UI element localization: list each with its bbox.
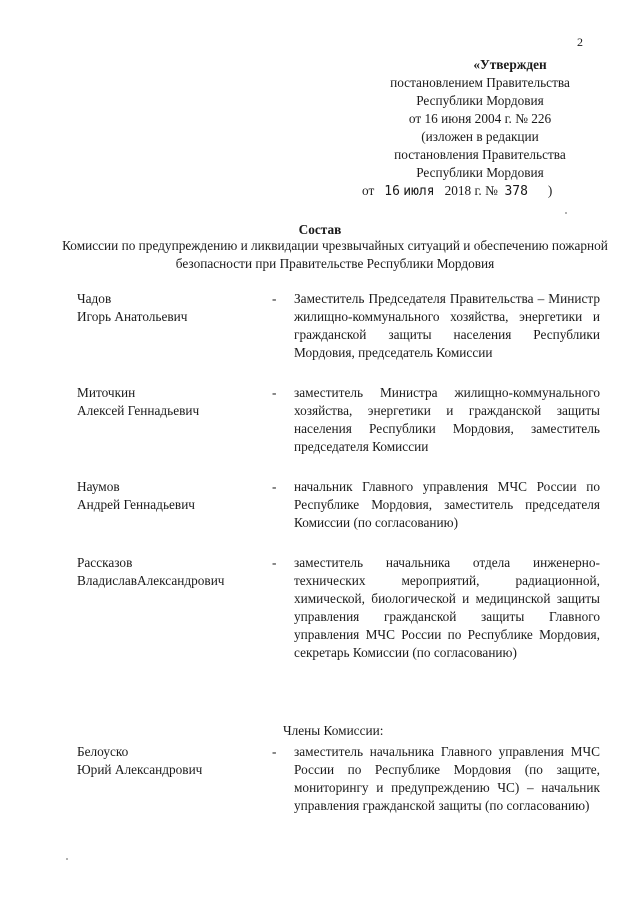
members-section-heading: Члены Комиссии: <box>283 723 384 738</box>
approval-block <box>350 56 610 201</box>
member-name: Рассказов ВладиславАлександрович <box>77 555 225 588</box>
member-name: Белоуско Юрий Александрович <box>77 744 203 777</box>
approval-date-line <box>350 182 610 201</box>
member-role: начальник Главного управления МЧС России по Республике Мордовия, заместитель председателя Комиссии (по согласованию) <box>294 479 600 530</box>
handwritten-number: 378 <box>504 184 528 199</box>
member-row <box>0 743 640 815</box>
member-role: заместитель начальника Главного управления МЧС России по Республике Мордовия (по защите, мониторингу и предупреждению ЧС) – начальник управления гражданской защиты (по согласованию) <box>294 744 600 813</box>
approval-heading: «Утвержден <box>473 57 547 72</box>
date-suffix: ) <box>547 183 553 198</box>
document-subtitle: Комиссии по предупреждению и ликвидации чрезвычайных ситуаций и обеспечению пожарной безопасности при Правительстве Республики Мордовия <box>62 238 608 271</box>
approval-line: от 16 июня 2004 г. № 226 <box>408 111 552 126</box>
scan-speck <box>565 212 567 214</box>
member-list <box>0 290 640 662</box>
approval-line: Республики Мордовия <box>416 165 544 180</box>
dash-separator: - <box>272 479 277 494</box>
member-role: заместитель Министра жилищно-коммунального хозяйства, энергетики и гражданской защиты населения Республики Мордовия, заместитель председателя Комиссии <box>294 385 600 454</box>
scan-speck <box>66 858 68 860</box>
member-name: Наумов Андрей Геннадьевич <box>77 479 195 512</box>
commission-member-list <box>0 743 640 815</box>
member-name: Чадов Игорь Анатольевич <box>77 291 188 324</box>
approval-line: Республики Мордовия <box>416 93 544 108</box>
page-number: 2 <box>577 35 583 49</box>
member-row <box>0 554 640 662</box>
member-row <box>0 478 640 532</box>
handwritten-day: 16 <box>384 184 400 199</box>
dash-separator: - <box>272 744 277 759</box>
date-prefix: от <box>362 183 375 198</box>
member-row <box>0 290 640 362</box>
handwritten-month: июля <box>403 184 435 199</box>
approval-line: постановлением Правительства <box>390 75 570 90</box>
dash-separator: - <box>272 555 277 570</box>
approval-line: (изложен в редакции <box>421 129 539 144</box>
member-row <box>0 384 640 456</box>
approval-line: постановления Правительства <box>394 147 566 162</box>
dash-separator: - <box>272 385 277 400</box>
dash-separator: - <box>272 291 277 306</box>
member-role: Заместитель Председателя Правительства – Министр жилищно-коммунального хозяйства, энергетики и гражданской защиты населения Республики Мордовия, председатель Комиссии <box>294 291 600 360</box>
member-role: заместитель начальника отдела инженерно-технических мероприятий, радиационной, химической, биологической и медицинской защиты управления гражданской защиты Главного управления МЧС России по Республике Мордовия, секретарь Комиссии (по согласованию) <box>294 555 600 660</box>
member-name: Миточкин Алексей Геннадьевич <box>77 385 200 418</box>
date-year: 2018 г. № <box>444 183 498 198</box>
document-title: Состав <box>298 222 342 237</box>
